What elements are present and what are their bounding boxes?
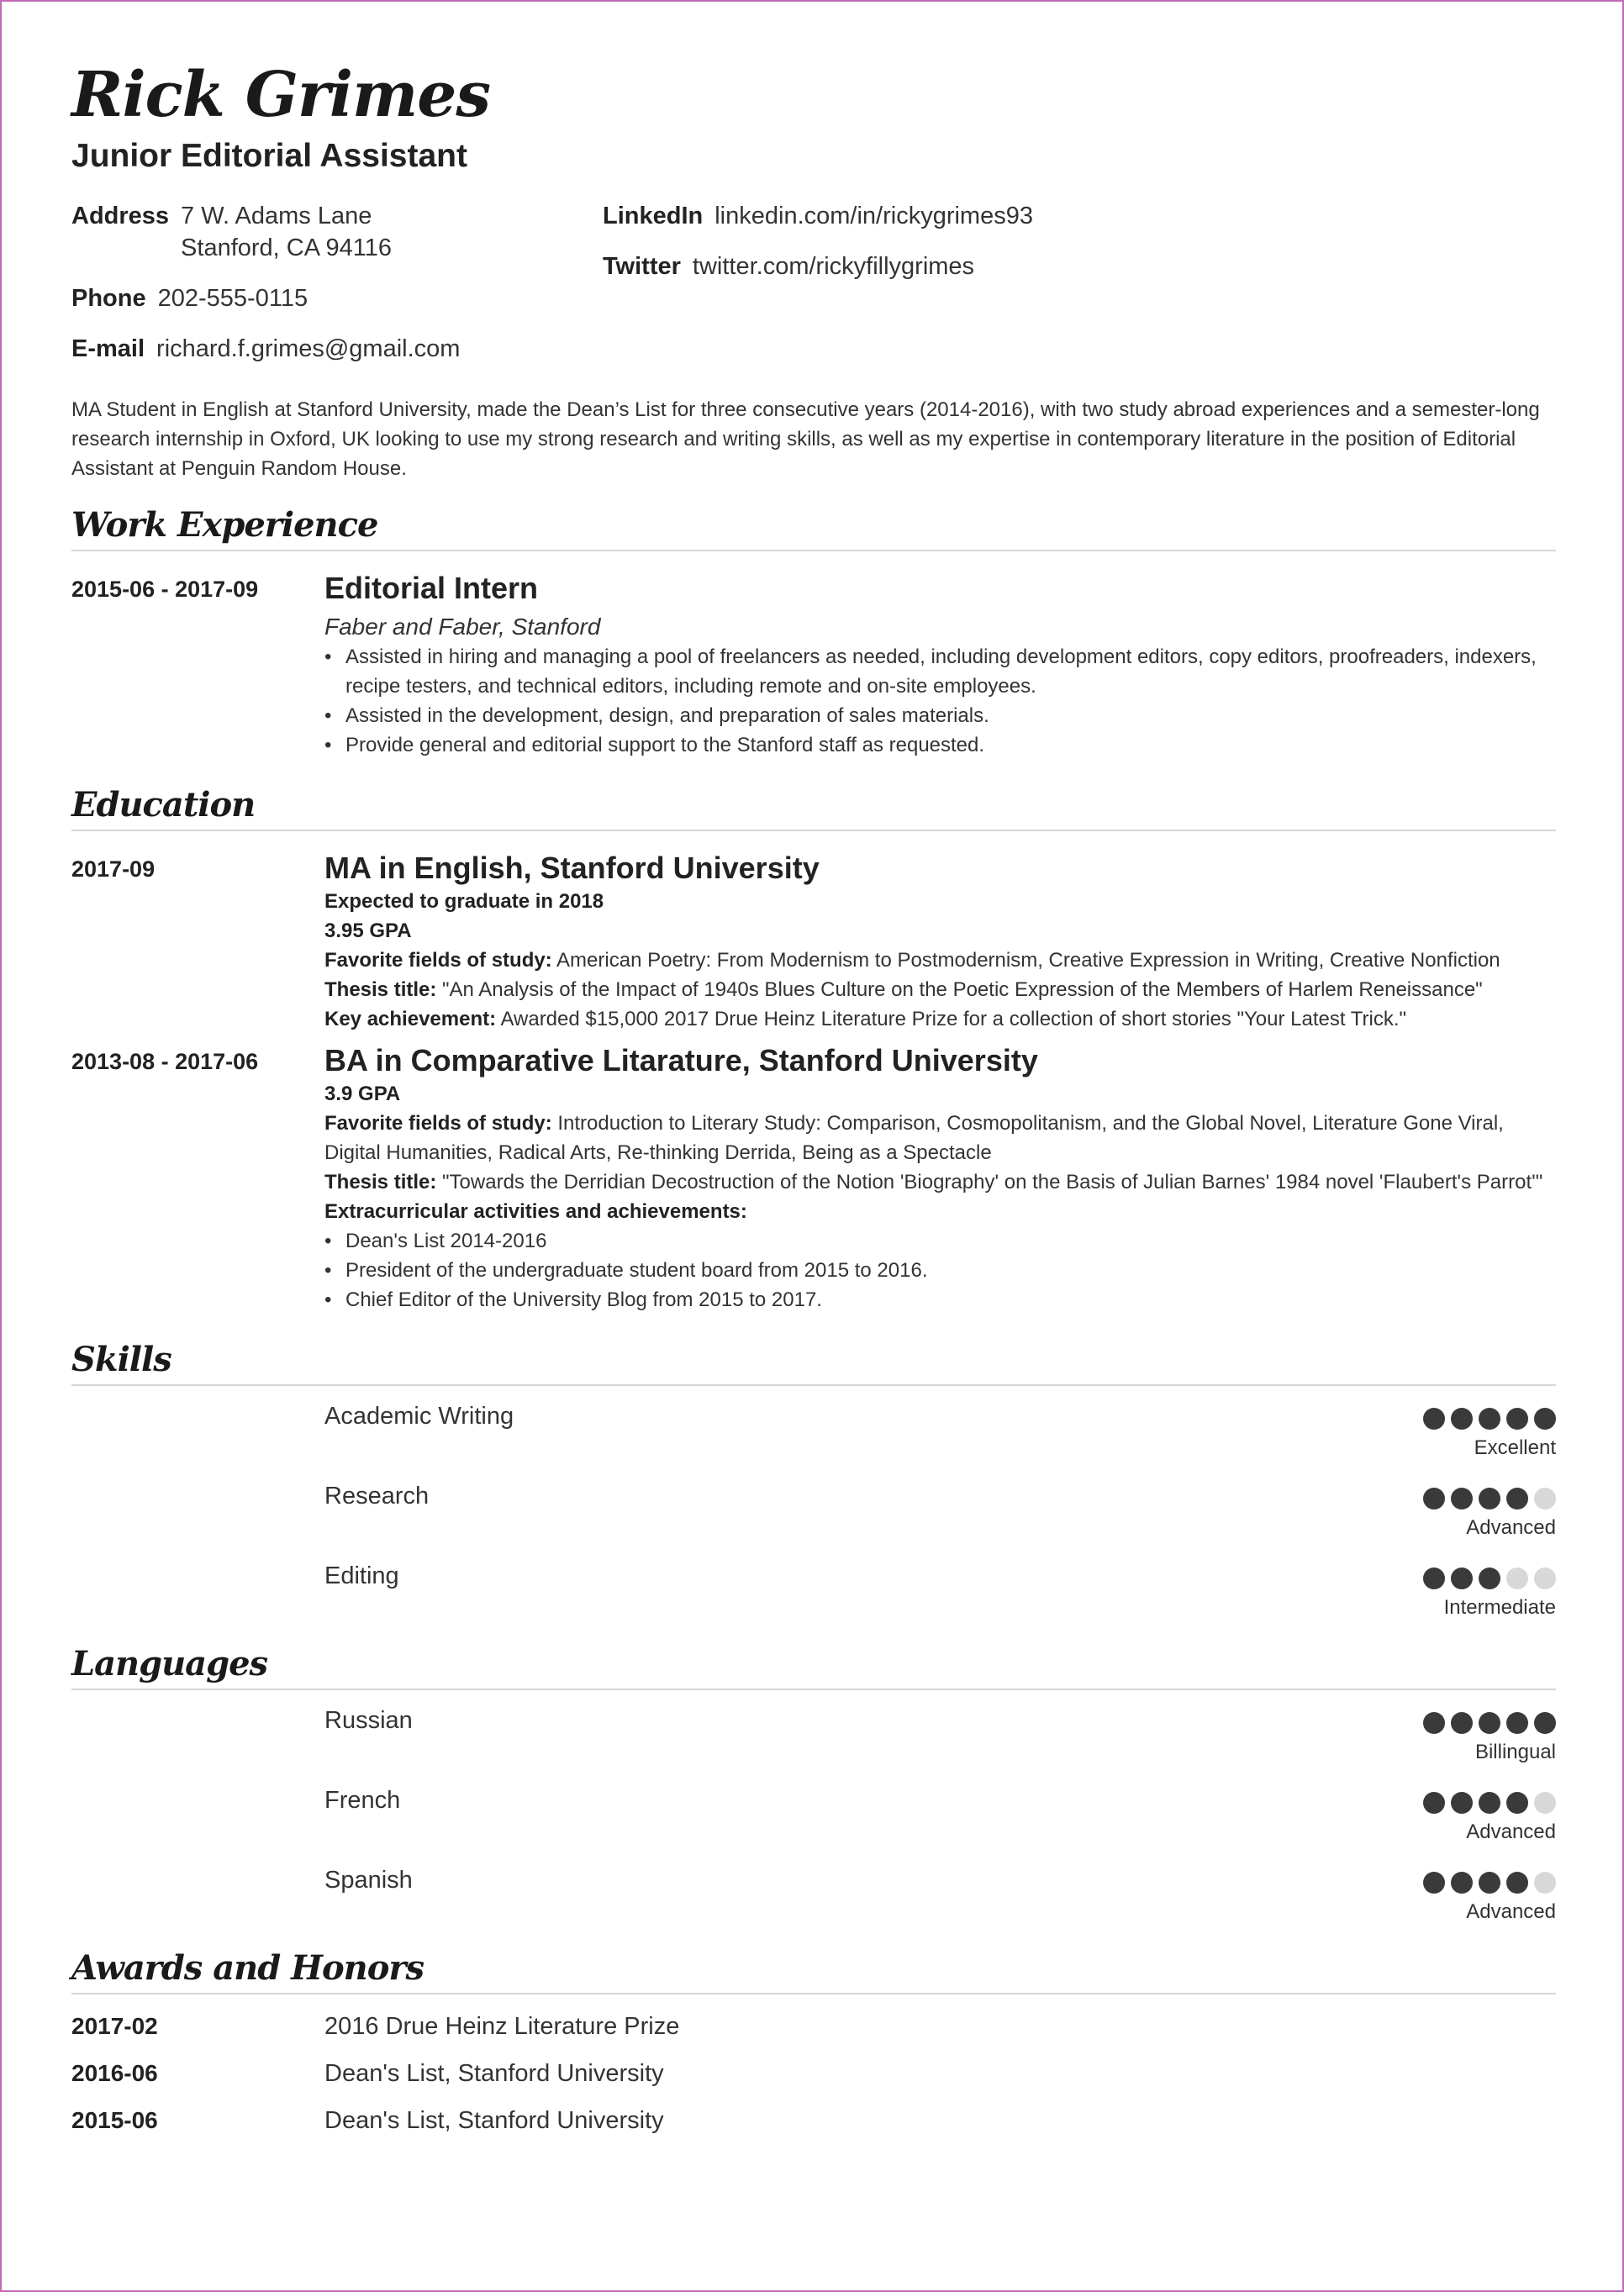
education-entry xyxy=(71,850,1556,1034)
rating-dot-filled xyxy=(1451,1488,1473,1510)
skill-level: Excellent xyxy=(1474,1436,1556,1459)
section-title-awards: Awards and Honors xyxy=(71,1948,424,1988)
work-entry xyxy=(71,570,1556,760)
rating-dot-empty xyxy=(1534,1792,1556,1814)
list-item: • Assisted in the development, design, and preparation of sales materials. xyxy=(324,701,1556,730)
language-name: French xyxy=(324,1787,401,1814)
rating-dot-filled xyxy=(1423,1792,1445,1814)
list-item: • Chief Editor of the University Blog from 2015 to 2017. xyxy=(324,1285,1556,1315)
rating-dot-filled xyxy=(1451,1872,1473,1894)
skill-row xyxy=(71,1466,1556,1546)
skills-list xyxy=(71,1386,1556,1625)
section-title-education: Education xyxy=(71,785,256,825)
education-degree: BA in Comparative Litarature, Stanford University xyxy=(324,1043,1038,1078)
list-item: • Dean's List 2014-2016 xyxy=(324,1226,1556,1256)
award-row xyxy=(71,2050,1556,2097)
education-gpa: 3.95 GPA xyxy=(324,919,412,942)
linkedin-label: LinkedIn xyxy=(603,203,704,229)
rating-dot-filled xyxy=(1479,1872,1500,1894)
rating-dots xyxy=(1423,1488,1556,1510)
rating-dot-empty xyxy=(1534,1488,1556,1510)
contact-email xyxy=(71,333,460,365)
language-level: Advanced xyxy=(1466,1900,1556,1923)
skill-level: Advanced xyxy=(1466,1516,1556,1539)
skill-name: Editing xyxy=(324,1562,399,1589)
address-line1: 7 W. Adams Lane xyxy=(181,203,372,229)
work-bullets xyxy=(324,642,1556,760)
rating-dot-filled xyxy=(1479,1792,1500,1814)
language-row xyxy=(71,1850,1556,1930)
language-name: Russian xyxy=(324,1707,413,1734)
rating-dots xyxy=(1423,1792,1556,1814)
section-divider xyxy=(71,830,1556,831)
education-thesis: Thesis title: "Towards the Derridian Decostruction of the Notion 'Biography' on the Basis of Julian Barnes' 1984 novel 'Flaubert's Parrot'" xyxy=(324,1171,1543,1193)
rating-dot-empty xyxy=(1534,1568,1556,1589)
rating-dot-filled xyxy=(1534,1712,1556,1734)
language-row xyxy=(71,1770,1556,1850)
rating-dot-empty xyxy=(1534,1872,1556,1894)
rating-dot-filled xyxy=(1451,1568,1473,1589)
rating-dot-filled xyxy=(1451,1792,1473,1814)
list-item: • Provide general and editorial support to the Stanford staff as requested. xyxy=(324,730,1556,760)
award-row xyxy=(71,2097,1556,2144)
award-name: Dean's List, Stanford University xyxy=(324,2059,664,2087)
award-date: 2015-06 xyxy=(71,2107,158,2133)
award-date: 2017-02 xyxy=(71,2013,158,2039)
education-fields: Favorite fields of study: American Poetry: From Modernism to Postmodernism, Creative Expression in Writing, Creative Nonfiction xyxy=(324,949,1500,972)
list-item: • Assisted in hiring and managing a pool of freelancers as needed, including development editors, copy editors, proofreaders, indexers, recipe testers, and technical editors, including remote and on-site employees. xyxy=(324,642,1556,701)
rating-dot-filled xyxy=(1479,1568,1500,1589)
award-name: Dean's List, Stanford University xyxy=(324,2106,664,2134)
rating-dot-filled xyxy=(1451,1712,1473,1734)
education-thesis: Thesis title: "An Analysis of the Impact of 1940s Blues Culture on the Poetic Expression of the Members of Harlem Reneissance" xyxy=(324,978,1483,1001)
twitter-value[interactable]: twitter.com/rickyfillygrimes xyxy=(692,253,975,280)
section-title-languages: Languages xyxy=(71,1644,268,1683)
work-dates: 2015-06 - 2017-09 xyxy=(71,577,259,602)
award-name: 2016 Drue Heinz Literature Prize xyxy=(324,2012,680,2040)
rating-dots xyxy=(1423,1408,1556,1430)
email-value[interactable]: richard.f.grimes@gmail.com xyxy=(156,335,461,362)
rating-dot-empty xyxy=(1506,1568,1528,1589)
rating-dot-filled xyxy=(1506,1792,1528,1814)
linkedin-value[interactable]: linkedin.com/in/rickygrimes93 xyxy=(714,203,1033,229)
language-row xyxy=(71,1690,1556,1770)
contact-linkedin xyxy=(603,200,1033,232)
rating-dot-filled xyxy=(1506,1872,1528,1894)
education-entry xyxy=(71,1042,1556,1315)
contact-phone xyxy=(71,282,460,314)
education-degree: MA in English, Stanford University xyxy=(324,851,820,885)
rating-dots xyxy=(1423,1568,1556,1589)
contact-col-left xyxy=(71,200,460,383)
language-level: Billingual xyxy=(1474,1741,1556,1763)
award-row xyxy=(71,2003,1556,2050)
rating-dot-filled xyxy=(1423,1568,1445,1589)
section-title-skills: Skills xyxy=(71,1340,171,1379)
resume-page xyxy=(71,52,1556,2144)
languages-list xyxy=(71,1690,1556,1930)
address-line2: Stanford, CA 94116 xyxy=(181,234,393,261)
skill-name: Research xyxy=(324,1483,430,1510)
rating-dot-filled xyxy=(1423,1712,1445,1734)
list-item: • President of the undergraduate student board from 2015 to 2016. xyxy=(324,1256,1556,1285)
address-label: Address xyxy=(71,203,170,229)
email-label: E-mail xyxy=(71,335,145,362)
awards-list xyxy=(71,2003,1556,2144)
education-dates: 2017-09 xyxy=(71,856,156,882)
rating-dot-filled xyxy=(1423,1408,1445,1430)
summary-paragraph: MA Student in English at Stanford University, made the Dean’s List for three consecutive years (2014-2016), with two study abroad experiences and a semester-long research internship in Oxford, UK looking to use my strong research and writing skills, as well as my expertise in contemporary literature in the position of Editorial Assistant at Penguin Random House. xyxy=(71,398,1540,480)
education-dates: 2013-08 - 2017-06 xyxy=(71,1049,259,1074)
section-divider xyxy=(71,550,1556,551)
rating-dot-filled xyxy=(1423,1488,1445,1510)
work-role: Editorial Intern xyxy=(324,571,539,605)
award-date: 2016-06 xyxy=(71,2060,158,2086)
language-level: Advanced xyxy=(1466,1820,1556,1843)
education-fields: Favorite fields of study: Introduction to Literary Study: Comparison, Cosmopolitanism, and the Global Novel, Literature Gone Viral, Digital Humanities, Radical Arts, Re-thinking Derrida, Being as a Spectacle xyxy=(324,1112,1504,1164)
candidate-name: Rick Grimes xyxy=(71,59,491,131)
phone-value: 202-555-0115 xyxy=(157,285,308,312)
skill-row xyxy=(71,1386,1556,1466)
rating-dot-filled xyxy=(1479,1408,1500,1430)
rating-dot-filled xyxy=(1506,1712,1528,1734)
rating-dot-filled xyxy=(1451,1408,1473,1430)
rating-dots xyxy=(1423,1712,1556,1734)
contact-block xyxy=(71,200,1556,385)
work-company: Faber and Faber, Stanford xyxy=(324,614,601,640)
phone-label: Phone xyxy=(71,285,146,312)
language-name: Spanish xyxy=(324,1867,413,1894)
rating-dot-filled xyxy=(1506,1408,1528,1430)
education-extra-label: Extracurricular activities and achievements: xyxy=(324,1200,747,1223)
skill-level: Intermediate xyxy=(1443,1596,1556,1619)
skill-name: Academic Writing xyxy=(324,1403,514,1430)
rating-dot-filled xyxy=(1534,1408,1556,1430)
contact-address xyxy=(71,200,460,264)
skill-row xyxy=(71,1546,1556,1625)
rating-dot-filled xyxy=(1423,1872,1445,1894)
section-divider xyxy=(71,1993,1556,1994)
education-expected: Expected to graduate in 2018 xyxy=(324,890,604,913)
education-achievement: Key achievement: Awarded $15,000 2017 Drue Heinz Literature Prize for a collection of short stories "Your Latest Trick." xyxy=(324,1008,1407,1030)
education-gpa: 3.9 GPA xyxy=(324,1083,401,1105)
job-title: Junior Editorial Assistant xyxy=(71,138,467,174)
contact-twitter xyxy=(603,250,1033,282)
education-bullets xyxy=(324,1226,1556,1315)
rating-dot-filled xyxy=(1479,1488,1500,1510)
rating-dot-filled xyxy=(1479,1712,1500,1734)
section-title-work: Work Experience xyxy=(71,505,378,545)
contact-col-right xyxy=(603,200,1033,301)
twitter-label: Twitter xyxy=(603,253,681,280)
rating-dots xyxy=(1423,1872,1556,1894)
rating-dot-filled xyxy=(1506,1488,1528,1510)
